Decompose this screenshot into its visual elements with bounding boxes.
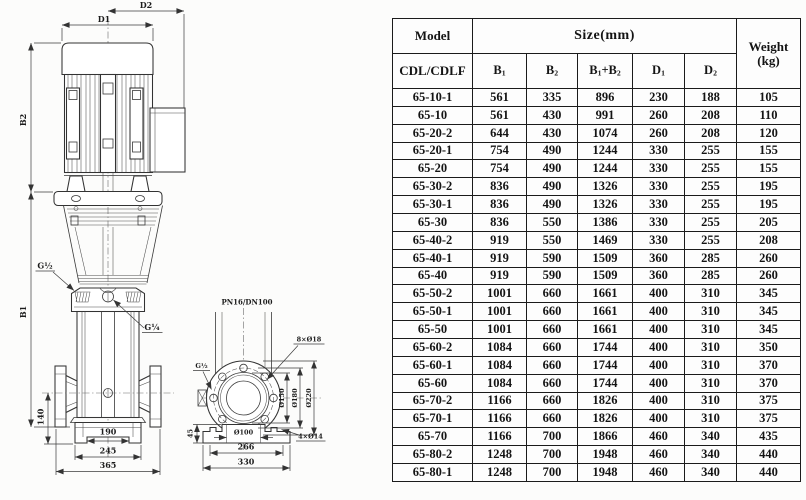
value-cell: 660	[527, 303, 578, 321]
value-cell: 208	[685, 106, 737, 124]
value-cell: 360	[633, 267, 685, 285]
value-cell: 660	[527, 374, 578, 392]
pump-technical-drawing	[0, 0, 390, 500]
value-cell: 400	[633, 339, 685, 357]
flange-disc	[198, 361, 281, 435]
value-cell: 660	[527, 356, 578, 374]
dim-label-266: 266	[237, 441, 255, 452]
value-cell: 255	[685, 160, 737, 178]
value-cell: 255	[685, 142, 737, 160]
model-cell: 65-60-1	[393, 356, 473, 374]
dim-label-dia220: Ø220	[305, 388, 313, 408]
value-cell: 375	[737, 392, 801, 410]
value-cell: 660	[527, 285, 578, 303]
dim-266	[210, 442, 283, 457]
value-cell: 310	[685, 374, 737, 392]
value-cell: 205	[737, 214, 801, 232]
value-cell: 120	[737, 124, 801, 142]
table-row	[393, 214, 801, 232]
value-cell: 1386	[578, 214, 633, 232]
dim-label-b2: B2	[18, 113, 28, 127]
value-cell: 1509	[578, 267, 633, 285]
dim-d1	[62, 14, 153, 41]
value-cell: 345	[737, 321, 801, 339]
table-row	[393, 196, 801, 214]
value-cell: 1244	[578, 160, 633, 178]
value-cell: 919	[473, 231, 527, 249]
base-holes-label: 4×Ø14	[298, 432, 323, 441]
value-cell: 660	[527, 339, 578, 357]
model-cell: 65-10	[393, 106, 473, 124]
value-cell: 255	[685, 231, 737, 249]
table-row	[393, 89, 801, 107]
model-cell: 65-20	[393, 160, 473, 178]
value-cell: 1948	[578, 446, 633, 464]
model-cell: 65-40	[393, 267, 473, 285]
value-cell: 340	[685, 464, 737, 482]
table-row	[393, 374, 801, 392]
value-cell: 260	[633, 124, 685, 142]
value-cell: 430	[527, 106, 578, 124]
value-cell: 440	[737, 446, 801, 464]
dim-label-365: 365	[99, 460, 117, 470]
value-cell: 255	[685, 178, 737, 196]
value-cell: 430	[527, 124, 578, 142]
dim-b2	[18, 43, 61, 192]
value-cell: 1826	[578, 392, 633, 410]
value-cell: 700	[527, 446, 578, 464]
value-cell: 255	[685, 214, 737, 232]
model-cell: 65-70-2	[393, 392, 473, 410]
value-cell: 400	[633, 410, 685, 428]
value-cell: 660	[527, 392, 578, 410]
table-row	[393, 428, 801, 446]
value-cell: 335	[527, 89, 578, 107]
value-cell: 1084	[473, 356, 527, 374]
table-row	[393, 178, 801, 196]
value-cell: 460	[633, 464, 685, 482]
value-cell: 1744	[578, 374, 633, 392]
value-cell: 1826	[578, 410, 633, 428]
bolt-holes-label: 8×Ø18	[296, 335, 322, 344]
value-cell: 400	[633, 374, 685, 392]
model-cell: 65-10-1	[393, 89, 473, 107]
port-label-g-quarter: G¼	[144, 322, 160, 332]
value-cell: 1661	[578, 321, 633, 339]
value-cell: 105	[737, 89, 801, 107]
value-cell: 310	[685, 285, 737, 303]
dim-label-b1: B1	[18, 305, 28, 319]
motor-stool	[54, 173, 162, 211]
value-cell: 1244	[578, 142, 633, 160]
value-cell: 260	[737, 249, 801, 267]
header-size-span: Size(mm)	[473, 19, 737, 54]
value-cell: 460	[633, 446, 685, 464]
value-cell: 330	[633, 231, 685, 249]
value-cell: 330	[633, 142, 685, 160]
value-cell: 919	[473, 267, 527, 285]
table-row	[393, 321, 801, 339]
value-cell: 310	[685, 321, 737, 339]
value-cell: 350	[737, 339, 801, 357]
table-row	[393, 124, 801, 142]
table-row	[393, 410, 801, 428]
value-cell: 490	[527, 196, 578, 214]
value-cell: 375	[737, 410, 801, 428]
table-row	[393, 392, 801, 410]
model-cell: 65-30-2	[393, 178, 473, 196]
value-cell: 310	[685, 392, 737, 410]
value-cell: 1001	[473, 303, 527, 321]
model-cell: 65-50	[393, 321, 473, 339]
table-row	[393, 106, 801, 124]
dim-245	[75, 445, 141, 460]
value-cell: 188	[685, 89, 737, 107]
dim-label-dia100: Ø100	[233, 428, 254, 437]
value-cell: 1248	[473, 446, 527, 464]
value-cell: 660	[527, 321, 578, 339]
dim-label-140: 140	[35, 408, 46, 426]
dimension-table	[392, 18, 801, 482]
dim-label-dia180: Ø180	[291, 388, 299, 408]
value-cell: 400	[633, 285, 685, 303]
value-cell: 310	[685, 356, 737, 374]
value-cell: 360	[633, 249, 685, 267]
value-cell: 1166	[473, 428, 527, 446]
value-cell: 1248	[473, 464, 527, 482]
header-model: Model	[393, 19, 473, 54]
table-row	[393, 464, 801, 482]
value-cell: 1326	[578, 178, 633, 196]
value-cell: 330	[633, 214, 685, 232]
value-cell: 836	[473, 214, 527, 232]
value-cell: 195	[737, 196, 801, 214]
table-row	[393, 267, 801, 285]
value-cell: 700	[527, 464, 578, 482]
value-cell: 490	[527, 160, 578, 178]
model-cell: 65-60-2	[393, 339, 473, 357]
value-cell: 1084	[473, 374, 527, 392]
value-cell: 1469	[578, 231, 633, 249]
value-cell: 330	[633, 160, 685, 178]
value-cell: 370	[737, 374, 801, 392]
value-cell: 208	[685, 124, 737, 142]
value-cell: 836	[473, 196, 527, 214]
header-d1: $D_1$	[633, 54, 685, 89]
model-cell: 65-40-2	[393, 231, 473, 249]
value-cell: 919	[473, 249, 527, 267]
value-cell: 370	[737, 356, 801, 374]
dim-label-45: 45	[186, 428, 195, 439]
value-cell: 340	[685, 446, 737, 464]
value-cell: 440	[737, 464, 801, 482]
table-row	[393, 303, 801, 321]
value-cell: 330	[633, 178, 685, 196]
model-cell: 65-20-1	[393, 142, 473, 160]
value-cell: 155	[737, 160, 801, 178]
value-cell: 400	[633, 356, 685, 374]
table-row	[393, 231, 801, 249]
header-weight: Weight (kg)	[737, 19, 801, 89]
value-cell: 1074	[578, 124, 633, 142]
port-label-g-half: G½	[37, 260, 53, 271]
header-b2: $B_2$	[527, 54, 578, 89]
value-cell: 1084	[473, 339, 527, 357]
value-cell: 1509	[578, 249, 633, 267]
value-cell: 345	[737, 303, 801, 321]
dim-label-330: 330	[237, 456, 255, 467]
model-cell: 65-30-1	[393, 196, 473, 214]
value-cell: 310	[685, 410, 737, 428]
header-d2: $D_2$	[685, 54, 737, 89]
value-cell: 1166	[473, 392, 527, 410]
value-cell: 285	[685, 249, 737, 267]
terminal-box	[150, 108, 185, 172]
table-row	[393, 285, 801, 303]
value-cell: 490	[527, 142, 578, 160]
value-cell: 1001	[473, 321, 527, 339]
value-cell: 590	[527, 267, 578, 285]
seal-chamber	[72, 288, 145, 312]
value-cell: 345	[737, 285, 801, 303]
value-cell: 991	[578, 106, 633, 124]
port-callout-upper	[36, 261, 75, 291]
flange-view	[187, 298, 326, 472]
value-cell: 285	[685, 267, 737, 285]
value-cell: 1661	[578, 285, 633, 303]
dim-label-dia150: Ø150	[278, 388, 286, 408]
value-cell: 400	[633, 303, 685, 321]
dim-label-190: 190	[99, 426, 117, 437]
model-cell: 65-70-1	[393, 410, 473, 428]
value-cell: 1866	[578, 428, 633, 446]
table-row	[393, 356, 801, 374]
dim-label-d2: D2	[139, 0, 153, 10]
model-cell: 65-50-1	[393, 303, 473, 321]
value-cell: 490	[527, 178, 578, 196]
model-cell: 65-20-2	[393, 124, 473, 142]
table-row	[393, 446, 801, 464]
value-cell: 230	[633, 89, 685, 107]
value-cell: 208	[737, 231, 801, 249]
value-cell: 896	[578, 89, 633, 107]
model-cell: 65-80-2	[393, 446, 473, 464]
motor	[62, 43, 185, 173]
main-elevation-view	[18, 0, 185, 475]
value-cell: 1661	[578, 303, 633, 321]
value-cell: 255	[685, 196, 737, 214]
value-cell: 1326	[578, 196, 633, 214]
model-cell: 65-80-1	[393, 464, 473, 482]
value-cell: 330	[633, 196, 685, 214]
value-cell: 195	[737, 178, 801, 196]
flange-port-label: G½	[195, 362, 208, 370]
header-b1: $B_1$	[473, 54, 527, 89]
value-cell: 1001	[473, 285, 527, 303]
value-cell: 110	[737, 106, 801, 124]
model-cell: 65-70	[393, 428, 473, 446]
flange-spec-label: PN16/DN100	[221, 297, 273, 307]
value-cell: 644	[473, 124, 527, 142]
model-cell: 65-60	[393, 374, 473, 392]
value-cell: 260	[737, 267, 801, 285]
value-cell: 310	[685, 339, 737, 357]
value-cell: 561	[473, 106, 527, 124]
value-cell: 590	[527, 249, 578, 267]
value-cell: 550	[527, 214, 578, 232]
table-row	[393, 160, 801, 178]
pump-head	[64, 206, 163, 285]
value-cell: 1166	[473, 410, 527, 428]
header-b1-plus-b2: $B_1+B_2$	[578, 54, 633, 89]
table-row	[393, 249, 801, 267]
value-cell: 1744	[578, 356, 633, 374]
value-cell: 561	[473, 89, 527, 107]
stage-cylinder	[77, 312, 139, 418]
value-cell: 340	[685, 428, 737, 446]
value-cell: 754	[473, 142, 527, 160]
value-cell: 260	[633, 106, 685, 124]
value-cell: 836	[473, 178, 527, 196]
value-cell: 1744	[578, 339, 633, 357]
model-cell: 65-40-1	[393, 249, 473, 267]
value-cell: 700	[527, 428, 578, 446]
value-cell: 550	[527, 231, 578, 249]
model-cell: 65-30	[393, 214, 473, 232]
table-row	[393, 339, 801, 357]
value-cell: 155	[737, 142, 801, 160]
value-cell: 400	[633, 392, 685, 410]
dim-label-d1: D1	[97, 14, 111, 24]
value-cell: 754	[473, 160, 527, 178]
dim-label-245: 245	[99, 445, 117, 456]
value-cell: 660	[527, 410, 578, 428]
table-row	[393, 142, 801, 160]
value-cell: 400	[633, 321, 685, 339]
value-cell: 435	[737, 428, 801, 446]
value-cell: 310	[685, 303, 737, 321]
model-cell: 65-50-2	[393, 285, 473, 303]
value-cell: 460	[633, 428, 685, 446]
header-model-type: CDL/CDLF	[393, 54, 473, 89]
value-cell: 1948	[578, 464, 633, 482]
